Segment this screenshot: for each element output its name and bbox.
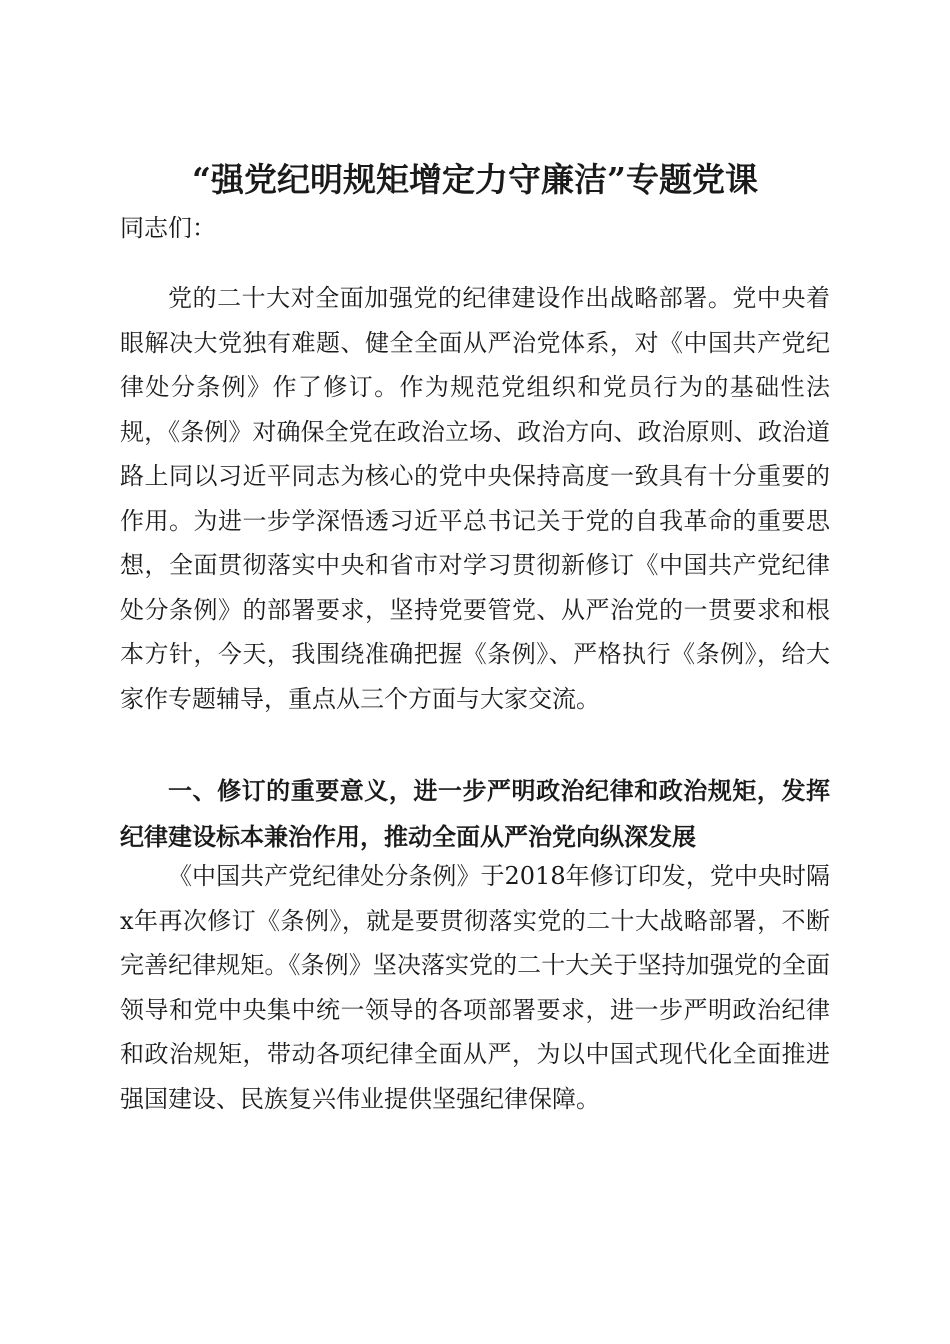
section-heading-1: 一、修订的重要意义，进一步严明政治纪律和政治规矩，发挥纪律建设标本兼治作用，推动全面从严治党向纵深发展	[120, 777, 830, 851]
paragraph-intro: 党的二十大对全面加强党的纪律建设作出战略部署。党中央着眼解决大党独有难题、健全全面从严治党体系，对《中国共产党纪律处分条例》作了修订。作为规范党组织和党员行为的基础性法规，《条例》对确保全党在政治立场、政治方向、政治原则、政治道路上同以习近平同志为核心的党中央保持高度一致具有十分重要的作用。为进一步学深悟透习近平总书记关于党的自我革命的重要思想，全面贯彻落实中央和省市对学习贯彻新修订《中国共产党纪律处分条例》的部署要求，坚持党要管党、从严治党的一贯要求和根本方针，今天，我围绕准确把握《条例》、严格执行《条例》，给大家作专题辅导，重点从三个方面与大家交流。	[120, 284, 830, 713]
document-title: “强党纪明规矩增定力守廉洁”专题党课	[192, 160, 758, 200]
paragraph-section-1: 《中国共产党纪律处分条例》于2018年修订印发，党中央时隔x年再次修订《条例》，就是要贯彻落实党的二十大战略部署，不断完善纪律规矩。《条例》坚决落实党的二十大关于坚持加强党的全面领导和党中央集中统一领导的各项部署要求，进一步严明政治纪律和政治规矩，带动各项纪律全面从严，为以中国式现代化全面推进强国建设、民族复兴伟业提供坚强纪律保障。	[120, 862, 830, 1113]
greeting: 同志们：	[120, 214, 216, 242]
